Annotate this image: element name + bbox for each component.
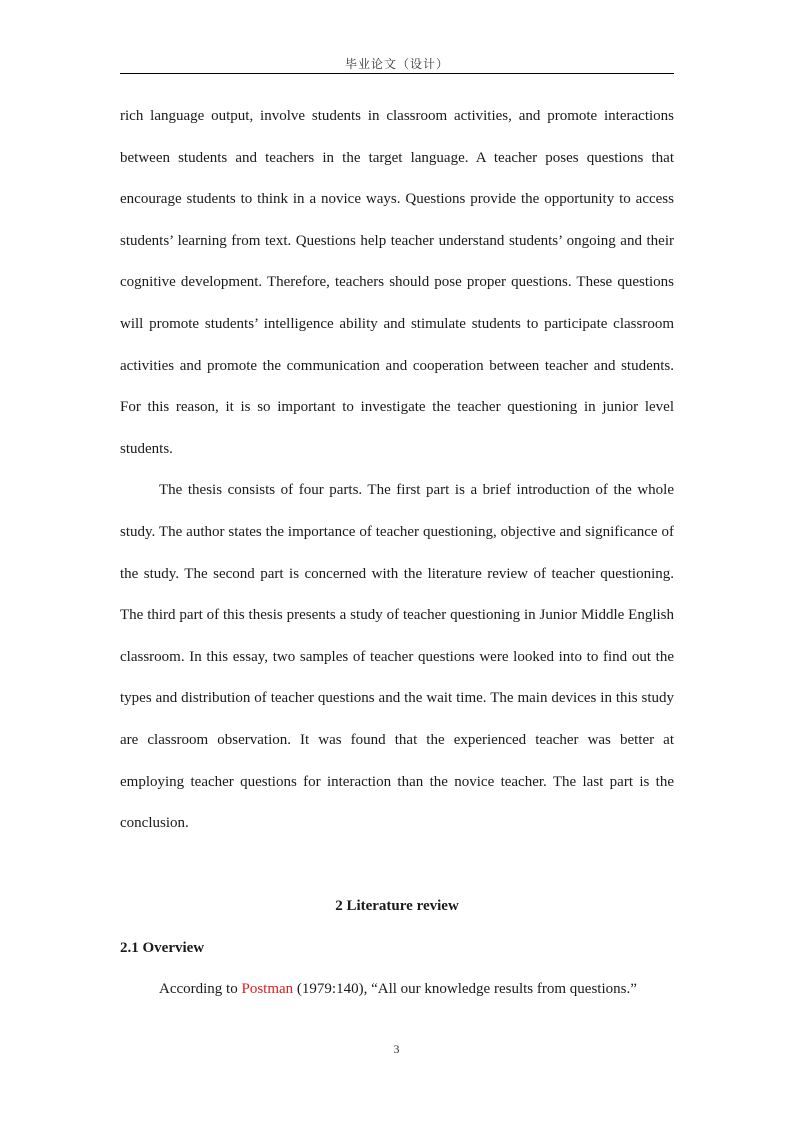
section-heading: 2 Literature review [335, 898, 459, 915]
paragraph-thesis-structure: The thesis consists of four parts. The first part is a brief introduction of the whole study. The author states the importance of teacher questioning, objective and significance of the study. The second part is concerned with the literature review of teacher questioning. The third part of this thesis presents a study of teacher questioning in Junior Middle English classroom. In this essay, two samples of teacher questions were looked into to find out the types and distribution of teacher questions and the wait time. The main devices in this study are classroom observation. It was found that the experienced teacher was better at employing teacher questions for interaction than the novice teacher. The last part is the conclusion. [120, 482, 674, 832]
paragraph-continuation: rich language output, involve students in classroom activities, and promote interactions between students and teachers in the target language. A teacher poses questions that encourage students to think in a novice ways. Questions provide the opportunity to access students’ learning from text. Questions help teacher understand students’ ongoing and their cognitive development. Therefore, teachers should pose proper questions. These questions will promote students’ intelligence ability and stimulate students to participate classroom activities and promote the communication and cooperation between teacher and students. For this reason, it is so important to investigate the teacher questioning in junior level students. [120, 108, 674, 457]
subsection-heading: 2.1 Overview [120, 939, 205, 956]
header-rule [120, 73, 674, 74]
citation-postman: Postman [241, 981, 294, 998]
page-number: 3 [393, 1042, 400, 1056]
paragraph-overview [120, 969, 674, 1011]
running-header: 毕业论文（设计） [344, 57, 449, 71]
overview-text-end: (1979:140), “All our knowledge results from questions.” [293, 981, 637, 998]
overview-text-start: According to [159, 981, 242, 998]
body-text [120, 96, 674, 1011]
